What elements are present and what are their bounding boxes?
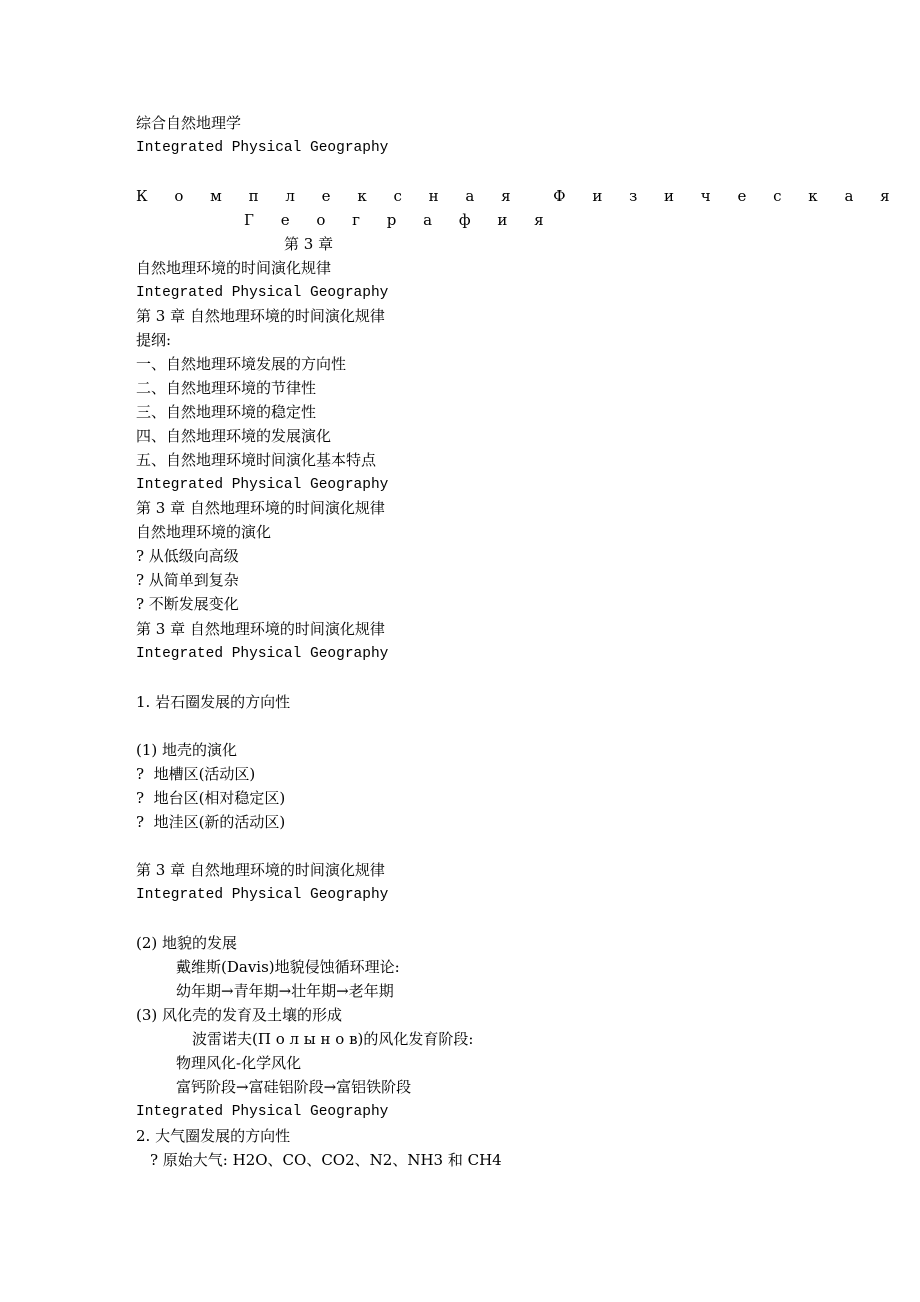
bullet-item: ? 不断发展变化 [136, 595, 239, 613]
chapter-heading: 第 3 章 自然地理环境的时间演化规律 [136, 620, 385, 638]
chapter-heading: 第 3 章 自然地理环境的时间演化规律 [136, 861, 385, 879]
bullet-item: ? 从简单到复杂 [136, 571, 239, 589]
running-header: Integrated Physical Geography [136, 285, 389, 301]
outline-item: 三、自然地理环境的稳定性 [136, 403, 317, 421]
outline-item: 一、自然地理环境发展的方向性 [136, 355, 347, 373]
stage-sequence: 物理风化-化学风化 [176, 1054, 302, 1072]
doc-subtitle-en: Integrated Physical Geography [136, 140, 389, 156]
chapter-heading: 第 3 章 自然地理环境的时间演化规律 [136, 499, 385, 517]
running-header: Integrated Physical Geography [136, 887, 389, 903]
subsection-heading: (3) 风化壳的发育及土壤的形成 [136, 1006, 343, 1024]
section-heading: 自然地理环境的演化 [136, 523, 272, 541]
bullet-item: ? 地槽区(活动区) [136, 765, 256, 783]
section-heading: 2. 大气圈发展的方向性 [136, 1127, 291, 1145]
section-heading: 1. 岩石圈发展的方向性 [136, 693, 291, 711]
outline-item: 二、自然地理环境的节律性 [136, 379, 317, 397]
running-header: Integrated Physical Geography [136, 1104, 389, 1120]
chapter-title: 自然地理环境的时间演化规律 [136, 259, 332, 277]
running-header: Integrated Physical Geography [136, 477, 389, 493]
outline-item: 四、自然地理环境的发展演化 [136, 427, 332, 445]
running-header: Integrated Physical Geography [136, 646, 389, 662]
subsection-heading: (2) 地貌的发展 [136, 934, 238, 952]
doc-title: 综合自然地理学 [136, 114, 242, 132]
bullet-item: ? 从低级向高级 [136, 547, 239, 565]
doc-subtitle-ru: К о м п л е к с н а я Ф и з и ч е с к а я [136, 187, 901, 205]
theory-line: 波雷诺夫(П о л ы н о в)的风化发育阶段: [192, 1030, 474, 1048]
chapter-heading: 第 3 章 自然地理环境的时间演化规律 [136, 307, 385, 325]
stage-sequence: 幼年期→青年期→壮年期→老年期 [176, 982, 394, 1000]
bullet-item: ? 地洼区(新的活动区) [136, 813, 286, 831]
bullet-item: ? 地台区(相对稳定区) [136, 789, 286, 807]
subsection-heading: (1) 地壳的演化 [136, 741, 238, 759]
stage-sequence: 富钙阶段→富硅铝阶段→富铝铁阶段 [176, 1078, 412, 1096]
outline-item: 五、自然地理环境时间演化基本特点 [136, 451, 377, 469]
bullet-item: ? 原始大气: H2O、CO、CO2、N2、NH3 和 CH4 [150, 1151, 502, 1169]
doc-subtitle-ru-cont: Г е о г р а ф и я [244, 211, 555, 229]
chapter-number: 第 3 章 [284, 235, 334, 253]
outline-label: 提纲: [136, 331, 172, 349]
theory-line: 戴维斯(Davis)地貌侵蚀循环理论: [176, 958, 400, 976]
